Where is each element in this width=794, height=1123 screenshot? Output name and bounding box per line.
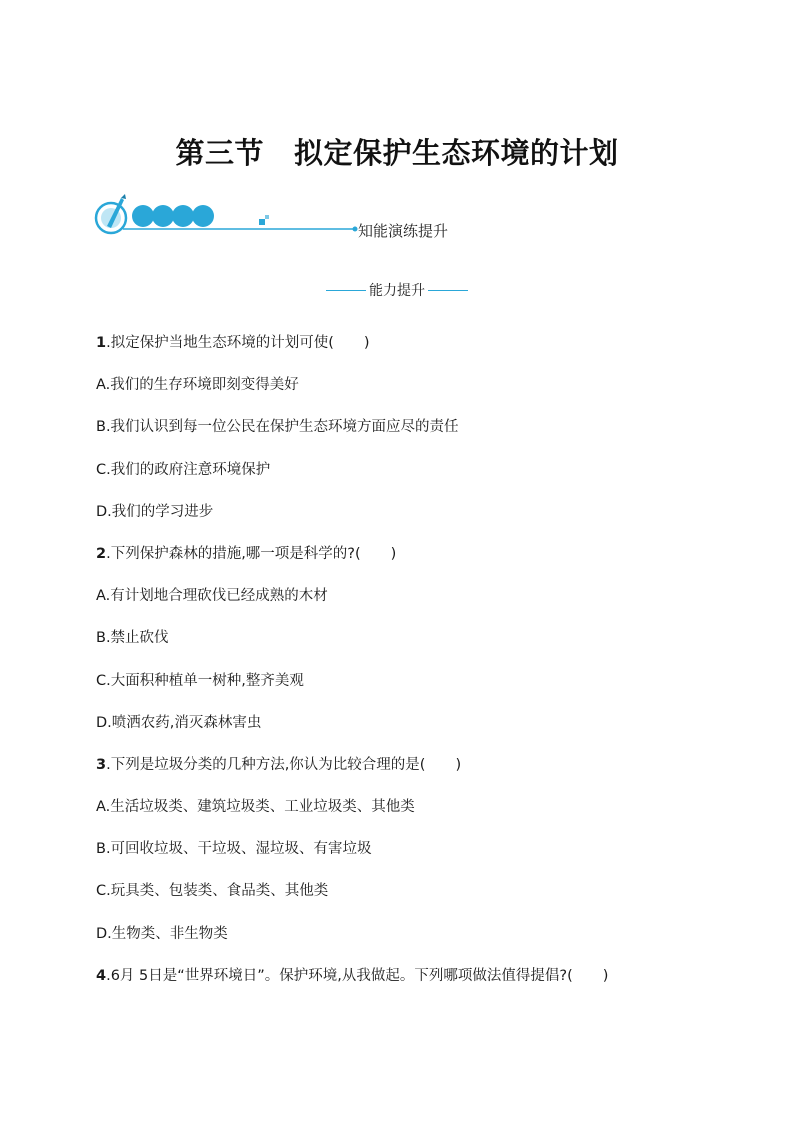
question-2-stem — [96, 544, 716, 586]
question-number: 4 — [96, 967, 107, 984]
option-c: C.玩具类、包装类、食品类、其他类 — [96, 883, 329, 900]
pen-badge-icon — [96, 194, 126, 233]
close-paren: ) — [602, 967, 609, 984]
question-number: 2 — [96, 545, 107, 562]
question-text: .下列是垃圾分类的几种方法,你认为比较合理的是( — [106, 756, 426, 773]
option-b: B.可回收垃圾、干垃圾、湿垃圾、有害垃圾 — [96, 841, 372, 858]
option-a: A.生活垃圾类、建筑垃圾类、工业垃圾类、其他类 — [96, 799, 415, 816]
subsection-rule-left — [326, 290, 366, 291]
option-a: A.我们的生存环境即刻变得美好 — [96, 377, 299, 394]
close-paren: ) — [455, 756, 462, 773]
question-number: 1 — [96, 335, 107, 351]
page-title — [0, 131, 794, 172]
option-d: D.生物类、非生物类 — [96, 925, 228, 942]
rule-end-dot — [353, 227, 358, 232]
option-a: A.有计划地合理砍伐已经成熟的木材 — [96, 588, 328, 605]
section-banner — [93, 192, 473, 242]
question-list — [96, 333, 716, 1008]
subsection-label: 能力提升 — [369, 283, 425, 299]
option-d: D.我们的学习进步 — [96, 503, 214, 520]
square-accent-icon — [259, 215, 269, 225]
subsection-heading — [0, 280, 794, 300]
question-text: .拟定保护当地生态环境的计划可使( — [106, 335, 334, 351]
question-1-stem — [96, 333, 716, 375]
option-b: B.禁止砍伐 — [96, 630, 169, 647]
option-d: D.喷洒农药,消灭森林害虫 — [96, 714, 262, 731]
section-number: 第三节 — [175, 136, 264, 171]
question-text: .6月 5日是“世界环境日”。保护环境,从我做起。下列哪项做法值得提倡?( — [106, 967, 573, 984]
dot-row — [132, 205, 214, 227]
question-number: 3 — [96, 756, 107, 773]
close-paren: ) — [363, 335, 370, 351]
close-paren: ) — [390, 545, 397, 562]
option-b: B.我们认识到每一位公民在保护生态环境方面应尽的责任 — [96, 419, 459, 436]
section-name: 拟定保护生态环境的计划 — [294, 136, 619, 171]
question-4-stem — [96, 966, 716, 1008]
option-c: C.大面积种植单一树种,整齐美观 — [96, 672, 304, 689]
banner-label: 知能演练提升 — [358, 222, 449, 240]
question-text: .下列保护森林的措施,哪一项是科学的?( — [106, 545, 361, 562]
option-c: C.我们的政府注意环境保护 — [96, 461, 271, 478]
subsection-rule-right — [428, 290, 468, 291]
question-3-stem — [96, 755, 716, 797]
